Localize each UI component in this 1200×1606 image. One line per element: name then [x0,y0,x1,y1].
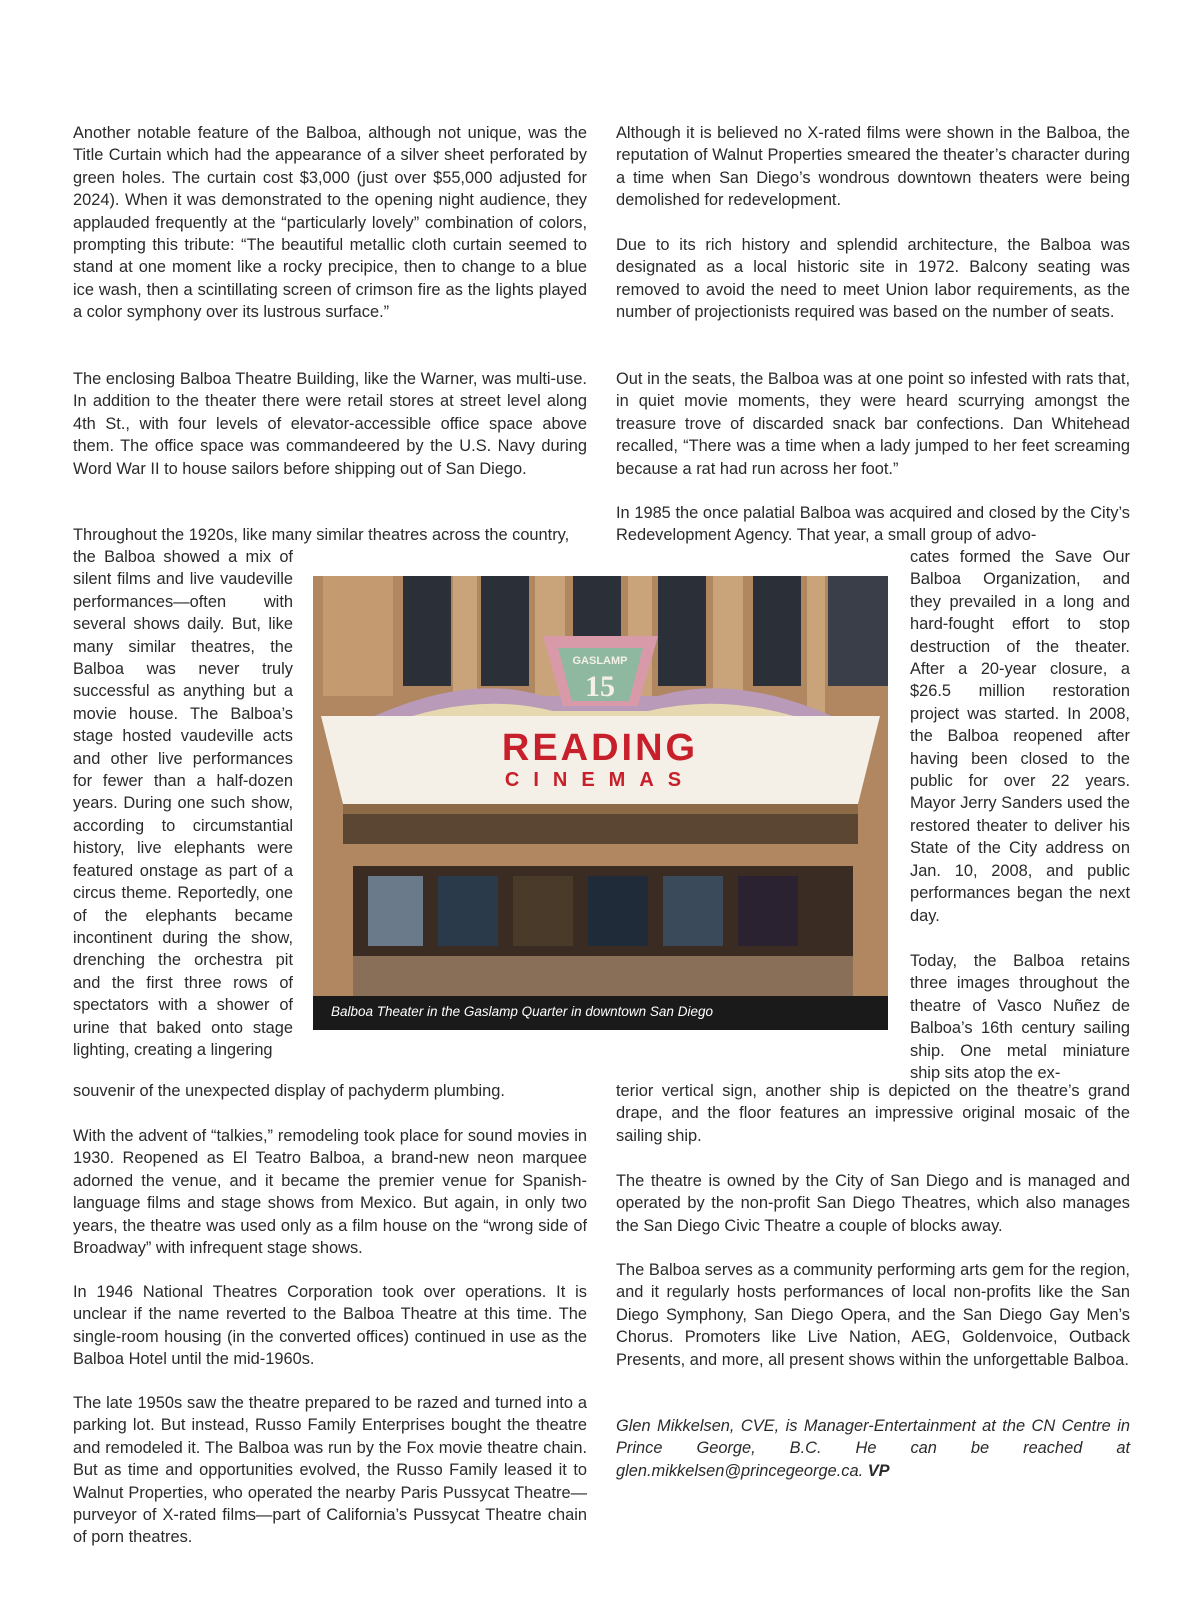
paragraph-ownership: The theatre is owned by the City of San Diego and is managed and operated by the non-profit San Diego Theatres, which also manages the San Diego Civic Theatre a couple of blocks away. [616,1172,1130,1235]
paragraph-rats: Out in the seats, the Balboa was at one point so infested with rats that, in quiet movie moments, they were heard scurrying amongst the treasure trove of discarded snack bar confections. Dan Whitehead recalled, “There was a time when a lady jumped to her feet screaming because a rat had run across her foot.” [616,370,1130,478]
paragraph-talkies: With the advent of “talkies,” remodeling took place for sound movies in 1930. Reopened as El Teatro Balboa, a brand-new neon marquee adorned the venue, and it became the premier venue for Spanish-language films and stage shows from Mexico. But again, in only two years, the theatre was used only as a film house on the “wrong side of Broadway” with infrequent stage shows. [73,1127,587,1258]
theatre-photo [313,576,888,1030]
sign-top-text: GASLAMP [572,655,628,667]
paragraph-xrated-reputation: Although it is believed no X-rated films were shown in the Balboa, the reputation of Walnut Properties smeared the theater’s character during a time when San Diego’s wondrous downtown theaters were being demolished for redevelopment. [616,124,1130,210]
paragraph-historic-site: Due to its rich history and splendid architecture, the Balboa was designated as a local historic site in 1972. Balcony seating was removed to avoid the need to meet Union labor requirements, as the number of projectionists required was based on the number of seats. [616,236,1130,322]
paragraph-title-curtain: Another notable feature of the Balboa, although not unique, was the Title Curtain which had the appearance of a silver sheet perforated by green holes. The curtain cost $3,000 (just over $55,000 adjusted for 2024). When it was demonstrated to the opening night audience, they applauded frequently at the “particularly lovely” combination of colors, prompting this tribute: “The beautiful metallic cloth curtain seemed to stand at one moment like a rocky precipice, then to change to a blue ice wash, then a scintillating screen of crimson fire as the lights played a color symphony over its lustrous surface.” [73,124,587,322]
paragraph-pachyderm-end: souvenir of the unexpected display of pachyderm plumbing. [73,1082,505,1100]
paragraph-community-gem: The Balboa serves as a community performing arts gem for the region, and it regularly hosts performances of local non-profits like the San Diego Symphony, San Diego Opera, and the San Diego Gay Men’s Chorus. Promoters like Live Nation, AEG, Goldenvoice, Outback Presents, and more, all present shows within the unforgettable Balboa. [616,1261,1130,1369]
marquee-illustration [313,576,888,1030]
byline-text: Glen Mikkelsen, CVE, is Manager-Entertainment at the CN Centre in Prince George, B.C. He can be reached at glen.mikkelsen@princegeorge.ca. [616,1417,1130,1480]
paragraph-vaudeville-wrap: the Balboa showed a mix of silent films and live vaudeville performances—often with several shows daily. But, like many similar theatres, the Balboa was never truly successful as anything but a movie house. The Balboa’s stage hosted vaudeville acts and other live performances for fewer than a half-dozen years. During one such show, according to circumstantial history, live elephants were featured onstage as part of a circus theme. Reportedly, one of the elephants became incontinent during the show, drenching the orchestra pit and the first three rows of spectators with a shower of urine that baked onto stage lighting, creating a lingering [73,548,293,1059]
paragraph-national-theatres: In 1946 National Theatres Corporation took over operations. It is unclear if the name reverted to the Balboa Theatre at this time. The single-room housing (in the converted offices) continued in use as the Balboa Hotel until the mid-1960s. [73,1283,587,1369]
paragraph-1920s-intro: Throughout the 1920s, like many similar theatres across the country, [73,526,570,544]
sign-number-text: 15 [585,670,615,703]
author-byline [616,1415,1130,1482]
marquee-cinemas-text: CINEMAS [504,769,696,791]
marquee-reading-text: READING [501,727,699,769]
paragraph-sailing-ship-wrap: Today, the Balboa retains three images throughout the theatre of Vasco Nuñez de Balboa’s 16th century sailing ship. One metal miniature ship sits atop the ex- [910,952,1130,1083]
photo-caption-bar [313,996,888,1030]
photo-caption: Balboa Theater in the Gaslamp Quarter in downtown San Diego [331,1004,713,1019]
paragraph-1985-intro: In 1985 the once palatial Balboa was acquired and closed by the City’s Redevelopment Agency. That year, a small group of advo- [616,504,1130,545]
vp-mark: VP [867,1461,890,1480]
paragraph-save-our-balboa: cates formed the Save Our Balboa Organization, and they prevailed in a long and hard-fought effort to stop destruction of the theater. After a 20-year closure, a $26.5 million restoration project was started. In 2008, the Balboa reopened after having been closed to the public for over 22 years. Mayor Jerry Sanders used the restored theater to deliver his State of the City address on Jan. 10, 2008, and public performances began the next day. [910,548,1130,925]
paragraph-theatre-building: The enclosing Balboa Theatre Building, like the Warner, was multi-use. In addition to the theater there were retail stores at street level along 4th St., with four levels of elevator-accessible office space above them. The office space was commandeered by the U.S. Navy during Word War II to house sailors before shipping out of San Diego. [73,370,587,478]
paragraph-sailing-ship-end: terior vertical sign, another ship is depicted on the theatre’s grand drape, and the floor features an impressive original mosaic of the sailing ship. [616,1082,1130,1145]
paragraph-late-1950s: The late 1950s saw the theatre prepared to be razed and turned into a parking lot. But instead, Russo Family Enterprises bought the theatre and remodeled it. The Balboa was run by the Fox movie theatre chain. But as time and opportunities evolved, the Russo Family leased it to Walnut Properties, who operated the nearby Paris Pussycat Theatre—purveyor of X-rated films—part of California’s Pussycat Theatre chain of porn theatres. [73,1394,587,1547]
